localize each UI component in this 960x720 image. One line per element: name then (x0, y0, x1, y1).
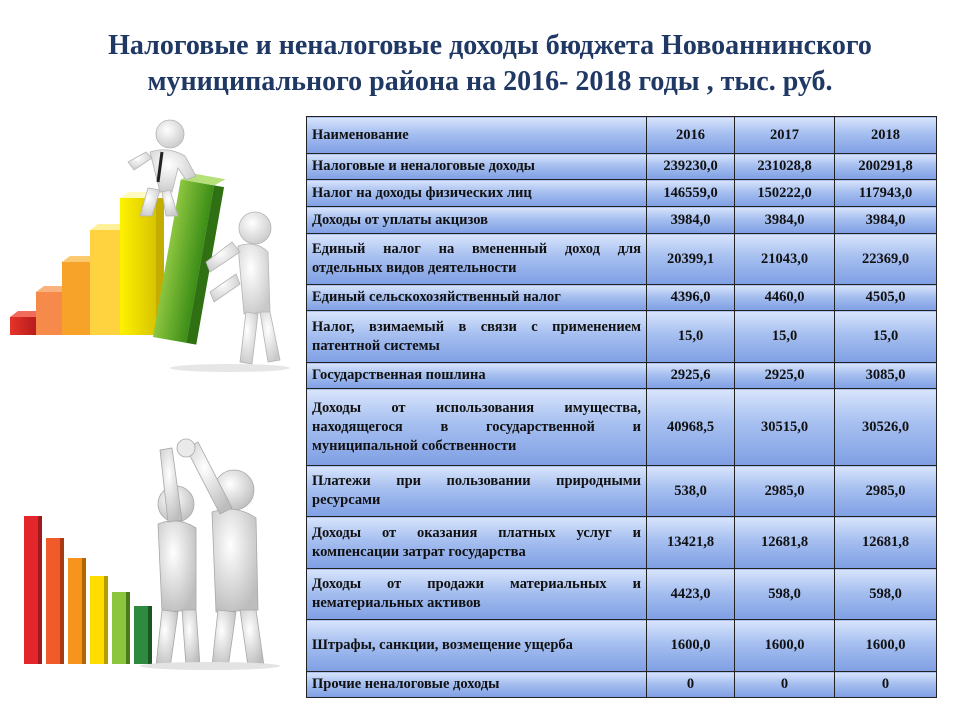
value-2016: 0 (647, 672, 735, 698)
table-row (307, 672, 937, 698)
row-name: Доходы от использования имущества, находящегося в государственной и муниципальной собственности (307, 389, 647, 466)
table-row (307, 517, 937, 569)
value-2017: 231028,8 (735, 154, 835, 180)
value-2016: 146559,0 (647, 180, 735, 207)
table-row (307, 207, 937, 234)
value-2017: 2985,0 (735, 466, 835, 517)
row-name: Единый налог на вмененный доход для отдельных видов деятельности (307, 234, 647, 285)
table-row (307, 285, 937, 311)
row-name: Государственная пошлина (307, 363, 647, 389)
value-2017: 150222,0 (735, 180, 835, 207)
value-2017: 4460,0 (735, 285, 835, 311)
value-2016: 20399,1 (647, 234, 735, 285)
table-row (307, 569, 937, 620)
value-2018: 3085,0 (835, 363, 937, 389)
table-row (307, 620, 937, 672)
header-2018: 2018 (835, 117, 937, 154)
value-2017: 2925,0 (735, 363, 835, 389)
value-2018: 30526,0 (835, 389, 937, 466)
title-line-2: муниципального района на 2016- 2018 годы , тыс. руб. (147, 66, 833, 97)
value-2017: 598,0 (735, 569, 835, 620)
figures-high-five-bar-chart-icon (0, 420, 300, 670)
row-name: Налог на доходы физических лиц (307, 180, 647, 207)
value-2018: 22369,0 (835, 234, 937, 285)
value-2017: 15,0 (735, 311, 835, 363)
value-2018: 12681,8 (835, 517, 937, 569)
row-name: Налоговые и неналоговые доходы (307, 154, 647, 180)
row-name: Доходы от уплаты акцизов (307, 207, 647, 234)
header-2016: 2016 (647, 117, 735, 154)
value-2017: 0 (735, 672, 835, 698)
table-row (307, 154, 937, 180)
value-2018: 200291,8 (835, 154, 937, 180)
table-row (307, 234, 937, 285)
value-2016: 1600,0 (647, 620, 735, 672)
header-2017: 2017 (735, 117, 835, 154)
value-2016: 13421,8 (647, 517, 735, 569)
value-2018: 3984,0 (835, 207, 937, 234)
value-2018: 2985,0 (835, 466, 937, 517)
value-2018: 598,0 (835, 569, 937, 620)
value-2017: 3984,0 (735, 207, 835, 234)
row-name: Доходы от продажи материальных и нематериальных активов (307, 569, 647, 620)
row-name: Налог, взимаемый в связи с применением патентной системы (307, 311, 647, 363)
slide-title (40, 28, 940, 100)
value-2016: 2925,6 (647, 363, 735, 389)
table-row (307, 389, 937, 466)
row-name: Единый сельскохозяйственный налог (307, 285, 647, 311)
table-row (307, 466, 937, 517)
value-2016: 3984,0 (647, 207, 735, 234)
value-2016: 4423,0 (647, 569, 735, 620)
figures-building-bar-chart-icon (0, 112, 300, 374)
title-line-1: Налоговые и неналоговые доходы бюджета Новоаннинского (108, 30, 872, 61)
row-name: Доходы от оказания платных услуг и компенсации затрат государства (307, 517, 647, 569)
row-name: Прочие неналоговые доходы (307, 672, 647, 698)
value-2017: 12681,8 (735, 517, 835, 569)
table-header-row (307, 117, 937, 154)
budget-table (306, 116, 937, 698)
table-row (307, 180, 937, 207)
value-2018: 4505,0 (835, 285, 937, 311)
value-2016: 4396,0 (647, 285, 735, 311)
table-row (307, 363, 937, 389)
value-2016: 239230,0 (647, 154, 735, 180)
value-2017: 21043,0 (735, 234, 835, 285)
header-name: Наименование (307, 117, 647, 154)
value-2016: 15,0 (647, 311, 735, 363)
value-2016: 538,0 (647, 466, 735, 517)
value-2017: 30515,0 (735, 389, 835, 466)
row-name: Штрафы, санкции, возмещение ущерба (307, 620, 647, 672)
value-2018: 15,0 (835, 311, 937, 363)
table-row (307, 311, 937, 363)
value-2016: 40968,5 (647, 389, 735, 466)
value-2018: 1600,0 (835, 620, 937, 672)
value-2017: 1600,0 (735, 620, 835, 672)
row-name: Платежи при пользовании природными ресурсами (307, 466, 647, 517)
value-2018: 117943,0 (835, 180, 937, 207)
value-2018: 0 (835, 672, 937, 698)
